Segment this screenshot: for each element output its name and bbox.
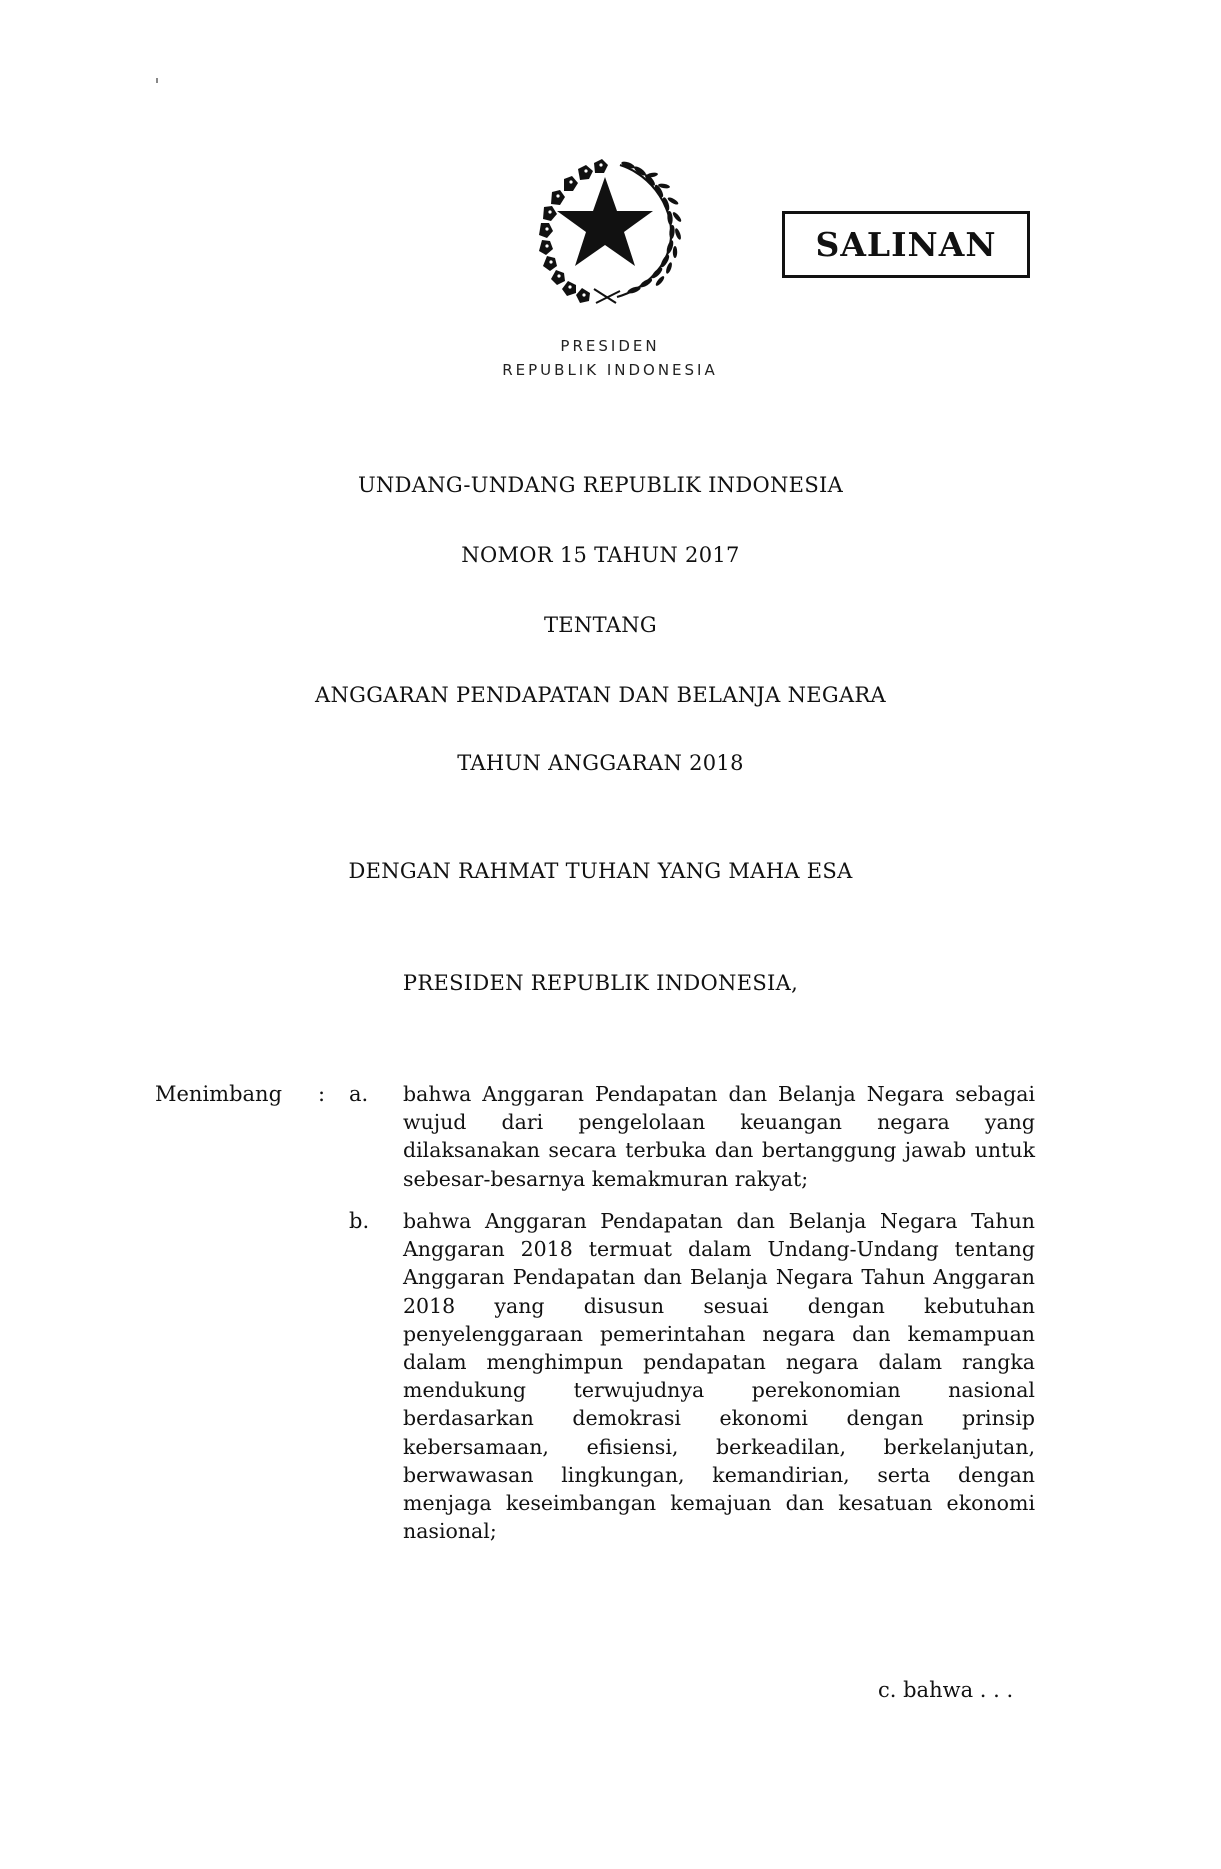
law-type-heading: UNDANG-UNDANG REPUBLIK INDONESIA (357, 473, 844, 497)
consideration-item-a: bahwa Anggaran Pendapatan dan Belanja Negara sebagai wujud dari pengelolaan keuangan negara yang dilaksanakan secara terbuka dan bertanggung jawab untuk sebesar-besarnya kemakmuran rakyat; (403, 1082, 1035, 1191)
seal-caption-line2: REPUBLIK INDONESIA (502, 361, 718, 379)
item-marker-a: a. (349, 1082, 369, 1106)
issuer-heading: PRESIDEN REPUBLIK INDONESIA, (402, 971, 799, 995)
scan-speck (156, 78, 158, 83)
subject-heading: ANGGARAN PENDAPATAN DAN BELANJA NEGARA (315, 683, 886, 707)
considerations-separator: : (318, 1082, 326, 1106)
consideration-item-b: bahwa Anggaran Pendapatan dan Belanja Negara Tahun Anggaran 2018 termuat dalam Undang-Undang tentang Anggaran Pendapatan dan Belanja Negara Tahun Anggaran 2018 yang disusun sesuai dengan kebutuhan penyelenggaraan pemerintahan negara dan kemampuan dalam menghimpun pendapatan negara dalam rangka mendukung terwujudnya perekonomian nasional berdasarkan demokrasi ekonomi dengan prinsip kebersamaan, efisiensi, berkeadilan, berkelanjutan, berwawasan lingkungan, kemandirian, serta dengan menjaga keseimbangan kemajuan dan kesatuan ekonomi nasional; (403, 1209, 1035, 1544)
fiscal-year-heading: TAHUN ANGGARAN 2018 (457, 751, 744, 775)
copy-stamp (782, 211, 1030, 278)
item-marker-b: b. (349, 1209, 370, 1233)
seal-caption (440, 334, 780, 382)
presidential-seal-icon (532, 155, 682, 305)
copy-stamp-label: SALINAN (815, 225, 997, 264)
invocation-heading: DENGAN RAHMAT TUHAN YANG MAHA ESA (348, 859, 853, 883)
seal-caption-line1: PRESIDEN (560, 337, 660, 355)
page-continuation: c. bahwa . . . (878, 1678, 1014, 1702)
law-number-heading: NOMOR 15 TAHUN 2017 (461, 543, 740, 567)
about-heading: TENTANG (544, 613, 657, 637)
considerations-label: Menimbang (155, 1082, 283, 1106)
